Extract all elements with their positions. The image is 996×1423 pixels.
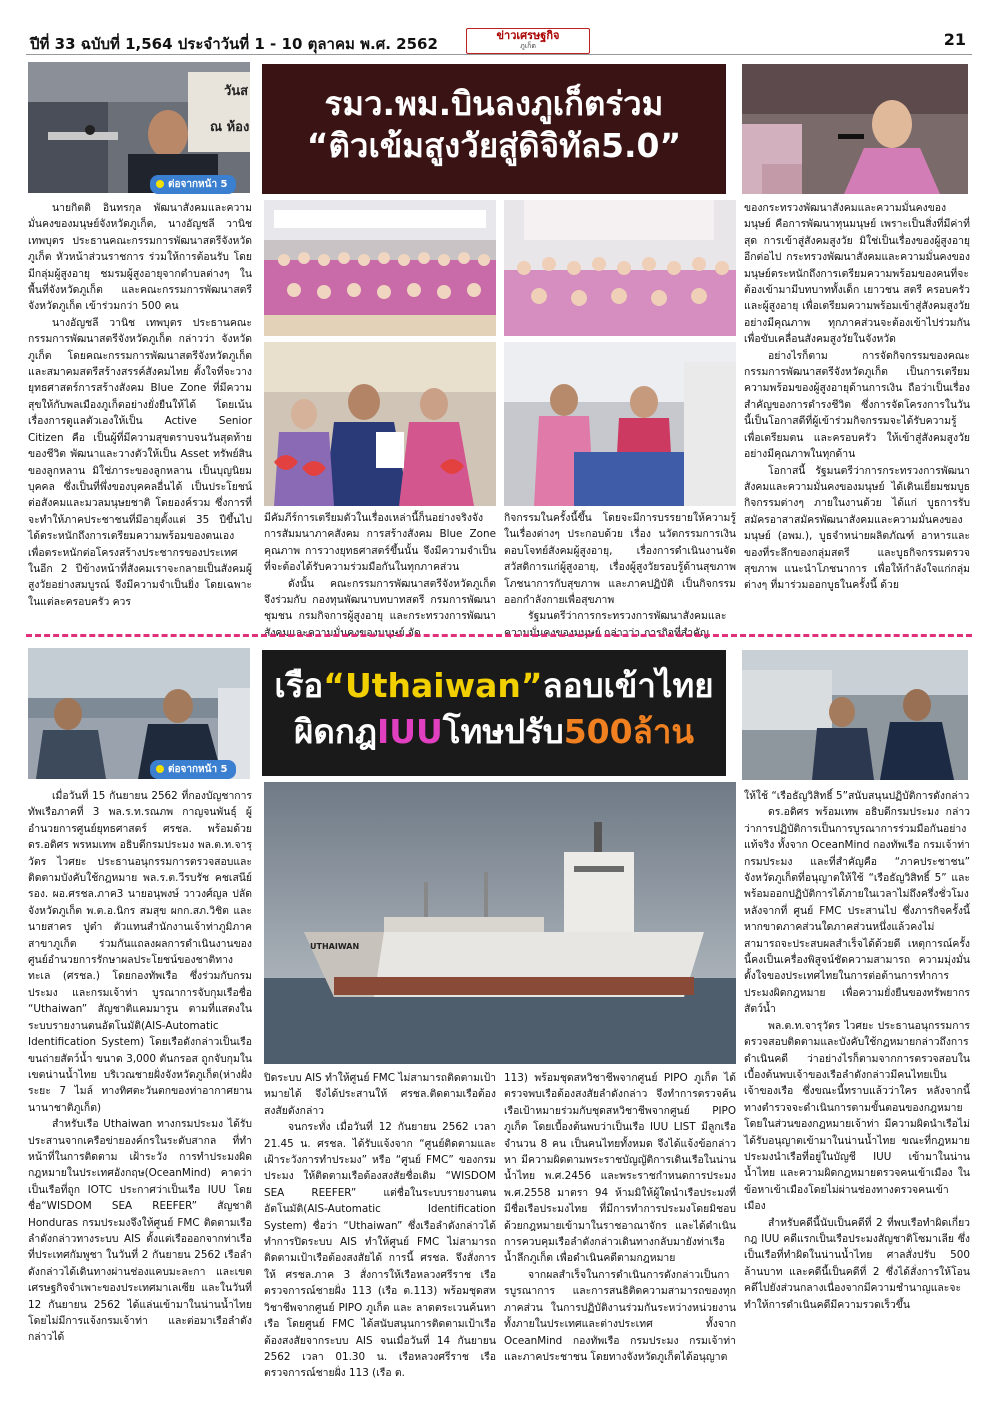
- story1-headline-line2: “ติวเข้มสูงวัยสู่ดิจิทัล5.0”: [306, 126, 682, 165]
- story1-col4-para: ของกระทรวงพัฒนาสังคมและความมั่นคงของมนุษย์ คือการพัฒนาทุนมนุษย์ เพราะเป็นสิ่งที่มีค่าที่สุด การเข้าสู่สังคมสูงวัย มิใช่เป็นเรื่องของผู้สูงอายุอีกต่อไป กระทรวงพัฒนาสังคมและความมั่นคงของมนุษย์ตระหนักถึงการเตรียมความพร้อมของคนที่จะต้องเข้ามามีบทบาททั้งเด็ก เยาวชน สตรี ครอบครัว และผู้สูงอายุ เพื่อเตรียมความพร้อมเข้าสู่สังคมสูงวัยอย่างมีคุณภาพ ทุกภาคส่วนจะต้องเข้าไปร่วมกัน เพื่อขับเคลื่อนสังคมสูงวัยในจังหวัด: [744, 202, 970, 346]
- continued-label: ต่อจากหน้า 5: [168, 764, 228, 775]
- story2-col3-para: 113) พร้อมชุดสหวิชาชีพจากศูนย์ PIPO ภูเก็ต ได้ตรวจพบเรือต้องสงสัยลำดังกล่าว จึงทำการตรวจค้นเรือเป้าหมายร่วมกับชุดสหวิชาชีพจากศูนย์ PIPO ภูเก็ต โดยเบื้องต้นพบว่าเป็นเรือ IUU LIST มีลูกเรือจำนวน 8 คน เป็นคนไทยทั้งหมด จึงได้แจ้งข้อกล่าวหา มีความผิดตามพระราชบัญญัติการเดินเรือในน่านน้ำไทย พ.ศ.2456 และพระราชกำหนดการประมง พ.ศ.2558 มาตรา 94 ห้ามมิให้ผู้ใดนำเรือประมงที่มีชื่อเรือประมงไทย ที่มีการทำการประมงโดยมิชอบด้วยกฎหมายเข้ามาในราชอาณาจักร และได้ดำเนินการควบคุมเรือลำดังกล่าวเดินทางกลับมายังท่าเรือน้ำลึกภูเก็ต เพื่อดำเนินคดีตามกฎหมาย: [504, 1072, 736, 1265]
- photo-minister: [742, 64, 968, 194]
- photo-group-hall: [264, 200, 496, 336]
- story2-headline: [262, 650, 726, 776]
- continued-badge: [150, 760, 236, 779]
- bullet-icon: [156, 180, 164, 188]
- story2-col1-para: สำหรับเรือ Uthaiwan ทางกรมประมง ได้รับประสานจากเครือข่ายองค์กรในระดับสากล ที่ทำหน้าที่ในการติดตาม เฝ้าระวัง การทำประมงผิดกฎหมายในประเทศอังกฤษ(OceanMind) คาดว่าเป็นเรือที่ถูก IOTC ประกาศว่าเป็นเรือ IUU โดยชื่อ“WISDOM SEA REEFER” สัญชาติ Honduras กรมประมงจึงให้ศูนย์ FMC ติดตามเรือลำดังกล่าวทางระบบ AIS ตั้งแต่เรือออกจากท่าเรือที่ประเทศกัมพูชา ในวันที่ 2 กันยายน 2562 เรือลำดังกล่าวได้เดินทางผ่านช่องแคบมะละกา และเขตเศรษฐกิจจำเพาะของประเทศมาเลเซีย และในวันที่ 12 กันยายน 2562 ได้แล่นเข้ามาในน่านน้ำไทย โดยไม่มีการแจ้งกรมเจ้าท่า และต่อมาเรือลำดังกล่าวได้: [28, 1118, 252, 1344]
- story2-column-4: [744, 788, 970, 1398]
- story1-col2-para: ดังนั้น คณะกรรมการพัฒนาสตรีจังหวัดภูเก็ต จึงร่วมกับ กองทุนพัฒนาบทบาทสตรี กรมการพัฒนาชุมชน กรมกิจการผู้สูงอายุ และกระทรวงการพัฒนาสังคมและความมั่นคงของมนุษย์ จัด: [264, 577, 496, 639]
- page-header: [26, 28, 972, 55]
- headline-word: ผิดกฎ: [294, 712, 377, 751]
- story2-col4-para: ให้ใช้ “เรือธัญวิสิทธิ์ 5”สนับสนุนปฏิบัติการดังกล่าว: [744, 790, 970, 802]
- story2-column-3: [504, 1070, 736, 1398]
- story1-col4-para: โอกาสนี้ รัฐมนตรีว่าการกระทรวงการพัฒนาสังคมและความมั่นคงของมนุษย์ ได้เดินเยี่ยมชมบูธกิจกรรมต่างๆ ภายในงานด้วย ได้แก่ บูธการรับสมัครอาสาสมัครพัฒนาสังคมและความมั่นคงของมนุษย์ (อพม.), บูธจำหน่ายผลิตภัณฑ์ อาหารและของที่ระลึกของกลุ่มสตรี และบูธกิจกรรมตรวจสุขภาพ แนะนำโภชนาการ เพื่อให้กำลังใจแก่กลุ่มต่างๆ ที่มาร่วมออกบูธในครั้งนี้ ด้วย: [744, 464, 970, 592]
- continued-label: ต่อจากหน้า 5: [168, 179, 228, 190]
- story1-col2-para: มีคัมภีร์การเตรียมตัวในเรื่องเหล่านี้ก็นอย่างจริงจัง การสัมมนาภาคสังคม การสร้างสังคม Blue Zone คุณภาพ การวางยุทธศาสตร์ขึ้นนั้น จึงมีความจำเป็นที่จะต้องได้รับความร่วมมือกันในทุกภาคส่วน: [264, 512, 496, 574]
- headline-word: เรือ: [274, 666, 324, 705]
- story2-col3-para: จากผลสำเร็จในการดำเนินการดังกล่าวเป็นการบูรณาการ และการสนธิติดความสามารถของทุกภาคส่วน ในการปฏิบัติงานร่วมกันระหว่างหน่วยงานทั้งภายในประเทศและต่างประเทศ ทั้งจาก OceanMind กองทัพเรือ กรมประมง กรมเจ้าท่า และภาคประชาชน โดยทางจังหวัดภูเก็ตได้อนุญาต: [504, 1268, 736, 1363]
- story2-headline-line2: [262, 708, 726, 756]
- ship-name-label: UTHAIWAN: [310, 942, 360, 951]
- photo-sign-text-1: วันส: [224, 84, 249, 99]
- photo-ship-uthaiwan: [264, 782, 736, 1064]
- story1-headline-line1: รมว.พม.บินลงภูเก็ตร่วม: [324, 84, 664, 123]
- photo-booth: [504, 342, 736, 506]
- story2-column-2: [264, 1070, 496, 1398]
- story2-column-1: [28, 788, 252, 1398]
- story1-col4-para: อย่างไรก็ตาม การจัดกิจกรรมของคณะกรรมการพัฒนาสตรีจังหวัดภูเก็ต เป็นการเตรียมความพร้อมของผู้สูงอายุด้านการเงิน ถือว่าเป็นเรื่องสำคัญของการดำรงชีวิต ซึ่งการจัดโครงการในวันนี้เป็นโอกาสดีที่ผู้เข้าร่วมกิจกรรมจะได้รับความรู้เพื่อเตรียมตน และครอบครัว ให้เข้าสู่สังคมสูงวัยอย่างมีคุณภาพในทุกด้าน: [744, 349, 970, 461]
- story1-column-3: [504, 510, 736, 639]
- masthead-logo: [466, 28, 590, 54]
- headline-fine: 500ล้าน: [563, 712, 694, 751]
- story1-col3-para: รัฐมนตรีว่าการกระทรวงการพัฒนาสังคมและความมั่นคงของมนุษย์ กล่าวว่า ภารกิจที่สำคัญ: [504, 610, 727, 639]
- headline-word: โทษปรับ: [442, 712, 564, 751]
- photo-officers-pier: [742, 650, 968, 780]
- story2-col4-para: พล.ต.ท.จารุวัตร ไวศยะ ประธานอนุกรรมการตรวจสอบติดตามและบังคับใช้กฎหมายกล่าวถึงการดำเนินคดี ว่าอย่างไรก็ตามจากการตรวจสอบในเบื้องต้นพบเจ้าของเรือลำดังกล่าวมีคนไทยเป็นเจ้าของเรือ ซึ่งขณะนี้ทราบแล้วว่าใคร หลังจากนี้ทางตำรวจจะดำเนินการตามขั้นตอนของกฎหมายโดยในส่วนของกฎหมายเจ้าท่า มีความผิดนำเรือไม่ได้รับอนุญาตเข้ามาในน่านน้ำไทย ขณะที่กฎหมายประมงนำเรือที่อยู่ในบัญชี IUU เข้ามาในน่านน้ำไทย และความผิดกฎหมายตรวจคนเข้าเมือง ในข้อหาเข้าเมืองโดยไม่ผ่านช่องทางตรวจคนเข้าเมือง: [744, 1019, 970, 1213]
- story1-col1-para: นางอัญชลี วานิช เทพบุตร ประธานคณะกรรมการพัฒนาสตรีจังหวัดภูเก็ต กล่าวว่า จังหวัดภูเก็ต โดยคณะกรรมการพัฒนาสตรีจังหวัดภูเก็ตและสมาคมสตรีสร้างสรรค์สังคมไทย ตั้งใจที่จะวางยุทธศาสตร์การสร้างสังคม Blue Zone ที่มีความสุขให้กับพลเมืองภูเก็ตอย่างยั่งยืนให้ได้ โดยเน้นเรื่องการดูแลตัวเองให้เป็น Active Senior Citizen คือ เป็นผู้ที่มีความสุขตราบจนวันสุดท้ายของชีวิต พัฒนาและวางตัวให้เป็น Asset ทรัพย์สินของลูกหลาน มิใช่ภาระของลูกหลาน เป็นบุญนิยมบุคคล ซึ่งเป็นที่พึ่งของบุคคลอื่นได้ เป็นประโยชน์ต่อสังคมและมวลมนุษยชาติ โดยองค์รวม ซึ่งการที่จะทำให้ภาคประชาชนที่มีอายุตั้งแต่ 35 ปีขึ้นไป ได้ตระหนักถึงการเตรียมความพร้อมของตนเอง เพื่อตระหนักต่อโครงสร้างประชากรของประเทศ ในอีก 2 ปีข้างหน้าที่สังคมเราจะกลายเป็นสังคมผู้สูงวัยอย่างสมบูรณ์ จึงมีความจำเป็นยิ่ง โดยเฉพาะในแต่ละครอบครัว ควร: [28, 316, 252, 608]
- page-number: 21: [943, 30, 966, 49]
- story1-col3-para: กิจกรรมในครั้งนี้ขึ้น โดยจะมีการบรรยายให้ความรู้ในเรื่องต่างๆ ประกอบด้วย เรื่อง นวัตกรรมการเงินตอบโจทย์สังคมผู้สูงอายุ, เรื่องการดำเนินงานจัดสวัสดิการแก่ผู้สูงอายุ, เรื่องผู้สูงวัยรอบรู้ด้านสุขภาพ โภชนาการกับสุขภาพ และภาคปฏิบัติ เป็นกิจกรรมออกกำลังกายเพื่อสุขภาพ: [504, 512, 736, 607]
- story1-column-4: [744, 200, 970, 625]
- photo-sign-text-2: ณ ห้อง: [210, 120, 250, 135]
- headline-ship-name: “Uthaiwan”: [323, 666, 543, 705]
- story2-col2-para: ปิดระบบ AIS ทำให้ศูนย์ FMC ไม่สามารถติดตามเป้าหมายได้ จึงได้ประสานให้ ศรชล.ติดตามเรือต้องสงสัยดังกล่าว: [264, 1072, 496, 1117]
- headline-iuu: IUU: [376, 712, 443, 751]
- issue-line: ปีที่ 33 ฉบับที่ 1,564 ประจำวันที่ 1 - 10 ตุลาคม พ.ศ. 2562: [30, 35, 438, 53]
- bullet-icon: [156, 765, 164, 773]
- continued-badge: [150, 175, 236, 194]
- story1-col1-para: นายกิตติ อินทรกุล พัฒนาสังคมและความมั่นคงของมนุษย์จังหวัดภูเก็ต, นางอัญชลี วานิช เทพบุตร ประธานคณะกรรมการพัฒนาสตรีจังหวัดภูเก็ต หัวหน้าส่วนราชการ ร่วมให้การต้อนรับ โดยมีกลุ่มผู้สูงอายุ ชมรมผู้สูงอายุจากตำบลต่างๆ ในพื้นที่จังหวัดภูเก็ต และคณะกรรมการพัฒนาสตรีจังหวัดภูเก็ต เข้าร่วมกว่า 500 คน: [28, 202, 252, 313]
- story2-col1-para: เมื่อวันที่ 15 กันยายน 2562 ที่กองบัญชาการทัพเรือภาคที่ 3 พล.ร.ท.รณภพ กาญจนพันธุ์ ผู้อำนวยการศูนย์ยุทธศาสตร์ ศรชล. พร้อมด้วย ดร.อดิศร พรหมเทพ อธิบดีกรมประมง พล.ต.ท.จารุวัตร ไวศยะ ประธานอนุกรรมการตรวจสอบและติดตามบังคับใช้กฎหมาย พล.ร.ต.วีรบรัช คชเสนีย์ รอง. ผอ.ศรชล.ภาค3 นายอนุพงษ์ วาวงศ์ญล ปลัดจังหวัดภูเก็ต พ.ต.อ.นิกร สมสุข ผกก.สภ.วิชิต และนายสาคร ปูต๋า ตัวแทนสำนักงานเจ้าท่าภูมิภาคสาขาภูเก็ต ร่วมกันแถลงผลการดำเนินงานของ ศูนย์อำนวยการรักษาผลประโยชน์ของชาติทางทะเล (ศรชล.) โดยกองทัพเรือ ซึ่งร่วมกับกรมประมง และกรมเจ้าท่า บูรณาการจับกุมเรือชื่อ “Uthaiwan” สัญชาติแคมมารูน ตามที่แสดงในระบบรายงานตนอัตโนมัติ(AIS-Automatic Identification System) โดยเรือดังกล่าวเป็นเรือขนถ่ายสัตว์น้ำ ขนาด 3,000 ตันกรอส ถูกจับกุมในเขตน่านน้ำไทย บริเวณชายฝั่งจังหวัดภูเก็ต(ห่างฝั่งระยะ 7 ไมล์ ทางทิศตะวันตกของท่าอากาศยานนานาชาติภูเก็ต): [28, 790, 252, 1114]
- story2-col2-para: จนกระทั่ง เมื่อวันที่ 12 กันยายน 2562 เวลา 21.45 น. ศรชล. ได้รับแจ้งจาก “ศูนย์ติดตามและเฝ้าระวังการทำประมง” หรือ “ศูนย์ FMC” ของกรมประมง ให้ติดตามเรือต้องสงสัยชื่อเดิม “WISDOM SEA REEFER” แต่ชื่อในระบบรายงานตนอัตโนมัติ(AIS-Automatic Identification System) ชื่อว่า “Uthaiwan” ซึ่งเรือลำดังกล่าวได้ทำการปิดระบบ AIS ทำให้ศูนย์ FMC ไม่สามารถติดตามเป้าเรือต้องสงสัยได้ การนี้ ศรชล. จึงสั่งการให้ ศรชล.ภาค 3 สั่งการให้เรือหลวงศรีราช เรือตรวจการณ์ชายฝั่ง 113 (เรือ ต.113) พร้อมชุดสหวิชาชีพจากศูนย์ PIPO ภูเก็ต และ ลาดตระเวนค้นหาเรือ โดยศูนย์ FMC ได้สนับสนุนการติดตามเป้าเรือต้องสงสัยจากระบบ AIS จนเมื่อวันที่ 14 กันยายน 2562 เวลา 01.30 น. เรือหลวงศรีราช เรือตรวจการณ์ชายฝั่ง 113 (เรือ ต.: [264, 1121, 496, 1380]
- section-divider: [26, 634, 972, 637]
- story1-column-1: [28, 200, 252, 625]
- masthead-title: ข่าวเศรษฐกิจ: [496, 29, 560, 42]
- story2-col4-para: ดร.อดิศร พร้อมเทพ อธิบดีกรมประมง กล่าวว่าการปฏิบัติการเป็นการบูรณาการร่วมมือกันอย่างแท้จริง ทั้งจาก OceanMind กองทัพเรือ กรมเจ้าท่า กรมประมง และที่สำคัญคือ “ภาคประชาชน” จังหวัดภูเก็ตที่อนุญาตให้ใช้ “เรือธัญวิสิทธิ์ 5” และพร้อมออกปฏิบัติการได้ภายในเวลาไม่ถึงครึ่งชั่วโมงหลังจากที่ ศูนย์ FMC ประสานไป ซึ่งภารกิจครั้งนี้หากขาดภาคส่วนใดภาคส่วนหนึ่งแล้วคงไม่สามารถจะประสบผลสำเร็จได้ด้วยดี เหตุการณ์ครั้งนี้คงเป็นเครื่องพิสูจน์ชัดความสามารถ ความมุ่งมั่น ตั้งใจของประเทศไทยในการต่อต้านการทำการประมงผิดกฎหมาย เพื่อความยั่งยืนของทรัพยากรสัตว์น้ำ: [744, 806, 970, 1016]
- story1-column-2: [264, 510, 496, 639]
- story1-headline: [262, 64, 726, 194]
- story2-col4-para: สำหรับคดีนี้นับเป็นคดีที่ 2 ที่พบเรือทำผิดเกี่ยวกฎ IUU คดีแรกเป็นเรือประมงสัญชาติโซมาเลีย ซึ่งเป็นเรือที่ทำผิดในน่านน้ำไทย ศาลสั่งปรับ 500 ล้านบาท และคดีนี้เป็นคดีที่ 2 ซึ่งได้สั่งการให้โอนคดีไปยังส่วนกลางเนื่องจากมีความชำนาญและจะทำให้การดำเนินคดีมีความรวดเร็วขึ้น: [744, 1216, 970, 1311]
- masthead-subtitle: ภูเก็ต: [520, 42, 536, 50]
- photo-group-pink: [504, 200, 736, 336]
- photo-ceremony: [264, 342, 496, 506]
- story2-headline-line1: [262, 664, 726, 708]
- headline-word: ลอบเข้าไทย: [542, 666, 714, 705]
